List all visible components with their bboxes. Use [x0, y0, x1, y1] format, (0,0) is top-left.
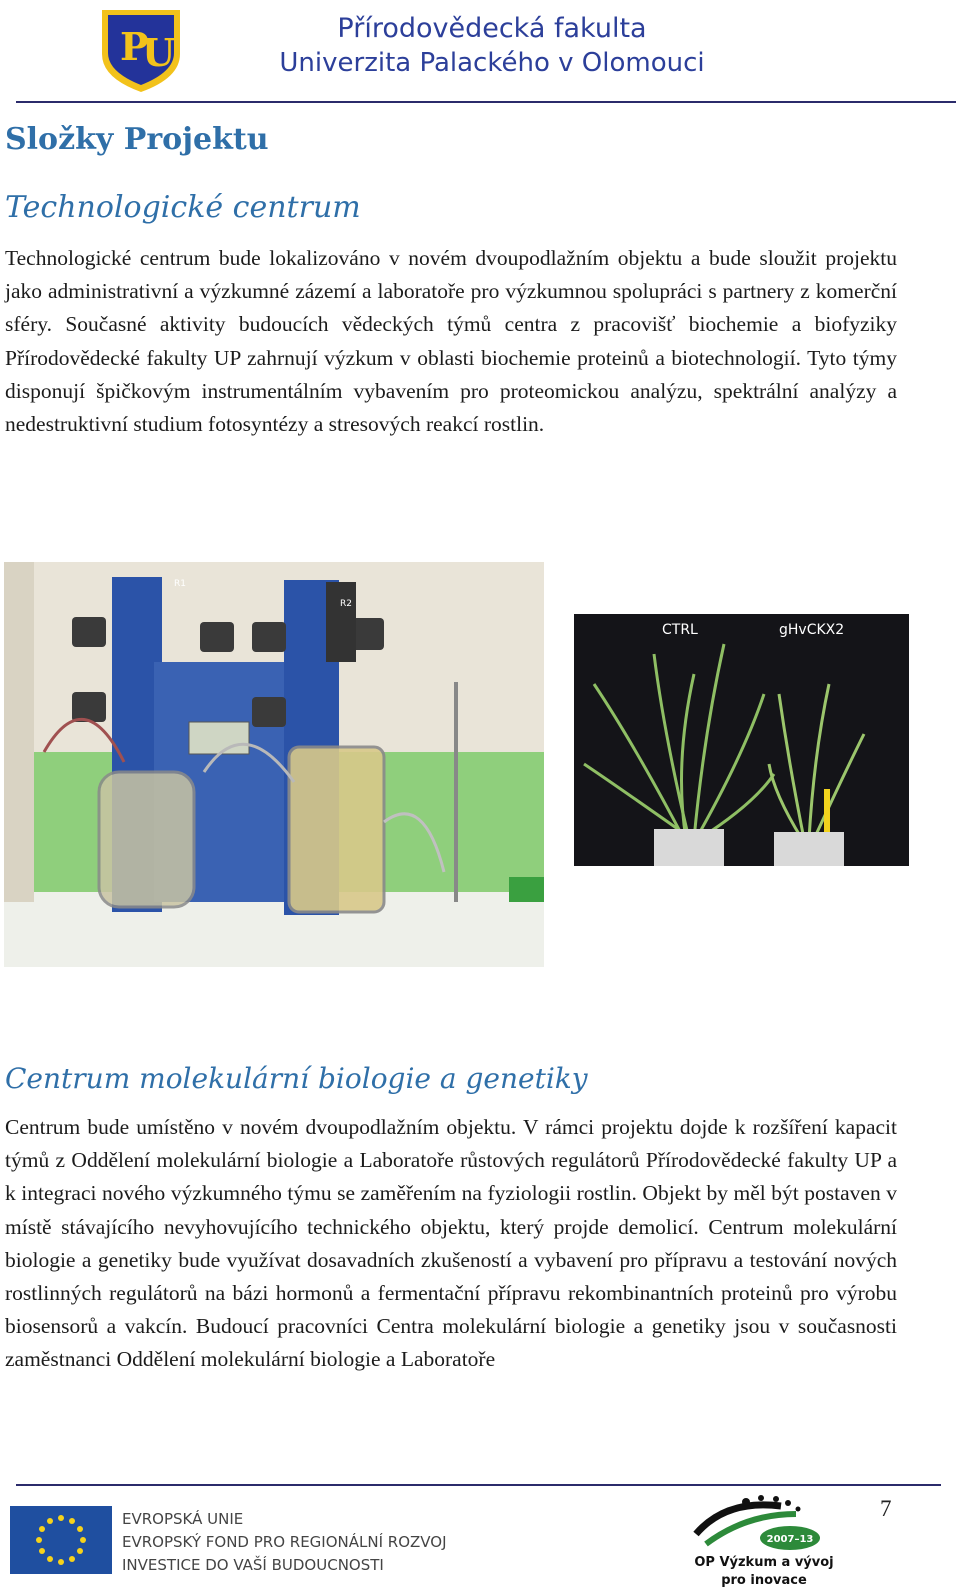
university-shield-logo	[98, 6, 184, 94]
plants-photo	[574, 614, 909, 866]
bioreactor-label-r1: R1	[174, 579, 186, 589]
section-title: Složky Projektu	[5, 122, 269, 157]
tech-centre-paragraph: Technologické centrum bude lokalizováno v novém dvoupodlažním objektu a bude sloužit projektu jako administrativní a výzkumné zázemí a laboratoře pro výzkumnou spolupráci s partnery z komerční sféry. Současné aktivity budoucích vědeckých týmů centra z pracovišť biochemie a biofyziky Přírodovědecké fakulty UP zahrnují výzkum v oblasti biochemie proteinů a biotechnologií. Tyto týmy disponují špičkovým instrumentálním vybavením pro proteomickou analýzu, spektrální analýzy a nedestruktivní studium fotosyntézy a stresových reakcí rostlin.	[5, 246, 897, 437]
bioreactor-label-r2: R2	[340, 599, 352, 609]
eu-line-1: EVROPSKÁ UNIE	[122, 1510, 244, 1528]
university-name: Univerzita Palackého v Olomouci	[279, 48, 705, 78]
molbio-centre-title: Centrum molekulární biologie a genetiky	[5, 1062, 588, 1095]
header-divider	[16, 101, 956, 103]
eu-fund-text	[122, 1508, 447, 1577]
svg-text:P: P	[120, 24, 149, 69]
svg-text:U: U	[142, 30, 176, 75]
page-header	[0, 0, 960, 104]
faculty-name: Přírodovědecká fakulta	[337, 13, 647, 44]
tech-centre-title: Technologické centrum	[5, 190, 361, 225]
eu-line-3: INVESTICE DO VAŠÍ BUDOUCNOSTI	[122, 1556, 384, 1574]
op-research-logo	[686, 1494, 836, 1554]
op-program-text	[676, 1554, 852, 1590]
header-title	[262, 12, 722, 80]
eu-line-2: EVROPSKÝ FOND PRO REGIONÁLNÍ ROZVOJ	[122, 1533, 447, 1551]
bioreactor-photo	[4, 562, 544, 967]
footer-divider	[16, 1484, 941, 1486]
op-years: 2007–13	[766, 1534, 814, 1545]
plant-label-ghvckx2: gHvCKX2	[779, 622, 845, 638]
plant-label-ctrl: CTRL	[662, 622, 698, 638]
eu-flag-icon	[10, 1506, 112, 1574]
page-number: 7	[880, 1496, 892, 1521]
op-line-1: OP Výzkum a vývoj	[694, 1555, 834, 1570]
op-line-2: pro inovace	[721, 1573, 807, 1588]
molbio-centre-paragraph: Centrum bude umístěno v novém dvoupodlažním objektu. V rámci projektu dojde k rozšíření kapacit týmů z Oddělení molekulární biologie a Laboratoře růstových regulátorů Přírodovědecké fakulty UP a k integraci nového výzkumného týmu se zaměřením na fyziologii rostlin. Objekt by měl být postaven v místě stávajícího nevyhovujícího technického objektu, který projde demolicí. Centrum molekulární biologie a genetiky bude využívat dosavadních zkušeností a vybavení pro přípravu a testování nových rostlinných regulátorů na bázi hormonů a fermentační přípravu rekombinantních proteinů pro výrobu biosensorů a vakcín. Budoucí pracovníci Centra molekulární biologie a genetiky jsou v současnosti zaměstnanci Oddělení molekulární biologie a Laboratoře	[5, 1115, 897, 1372]
